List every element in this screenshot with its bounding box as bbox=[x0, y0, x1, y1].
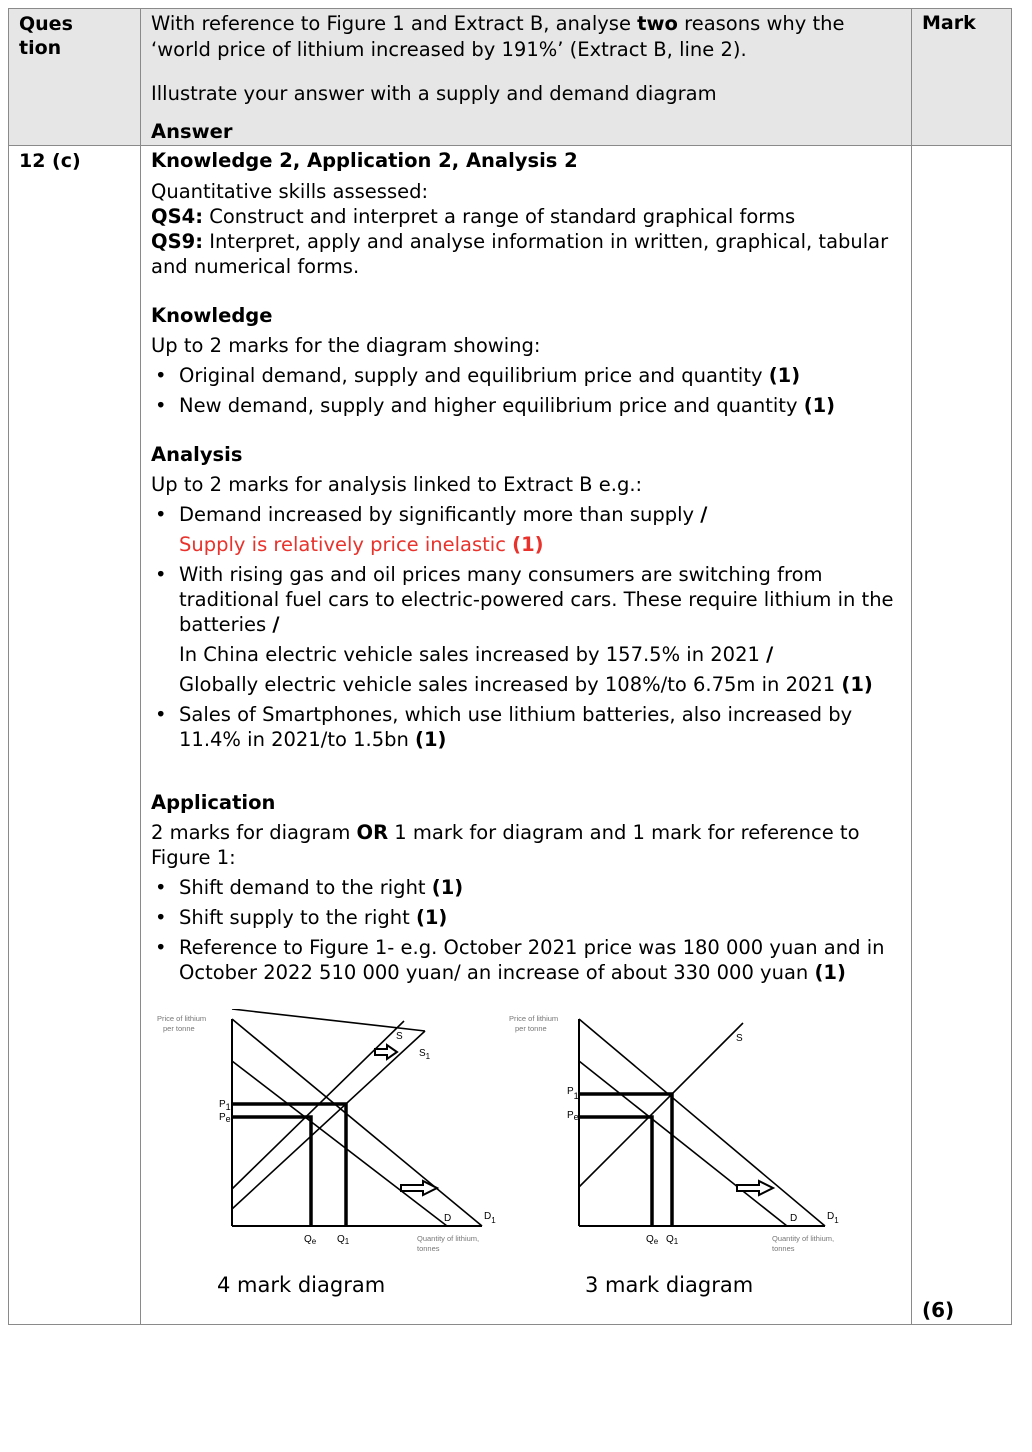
demand-curve-d1 bbox=[579, 1019, 825, 1226]
header-row bbox=[9, 9, 1012, 146]
list-item: • Original demand, supply and equilibrium price and quantity (1) bbox=[151, 363, 901, 388]
list-item: • With rising gas and oil prices many consumers are switching from traditional fuel cars to electric-powered cars. These require lithium in the batteries / In China electric vehicle sales increased by 157.5% in 2021 / Globally electric vehicle sales increased by 108%/to 6.75m in 2021 (1) bbox=[151, 562, 901, 697]
question-header-cell bbox=[9, 9, 141, 146]
demand-curve-d1 bbox=[232, 1019, 482, 1226]
marks-breakdown: Knowledge 2, Application 2, Analysis 2 bbox=[151, 149, 578, 172]
label-q1: $Q_1$ bbox=[337, 1234, 350, 1246]
new-equilibrium-lines bbox=[579, 1094, 672, 1226]
application-list bbox=[151, 875, 901, 985]
answer-cell bbox=[141, 146, 912, 1325]
label-qe: $Q_e$ bbox=[646, 1234, 659, 1246]
analysis-intro: Up to 2 marks for analysis linked to Extract B e.g.: bbox=[151, 473, 643, 496]
x-axis-label: tonnes bbox=[417, 1244, 440, 1253]
y-axis-label: Price of lithium bbox=[157, 1014, 207, 1023]
list-item: • New demand, supply and higher equilibrium price and quantity (1) bbox=[151, 393, 901, 418]
question-number-cell bbox=[9, 146, 141, 1325]
x-axis-label: tonnes bbox=[772, 1244, 795, 1253]
qs4-line: QS4: Construct and interpret a range of standard graphical forms bbox=[151, 205, 796, 228]
label-d1: $D_1$ bbox=[827, 1211, 839, 1225]
label-s: S bbox=[396, 1031, 403, 1042]
answer-heading: Answer bbox=[151, 120, 233, 143]
diagrams-area bbox=[151, 1009, 901, 1324]
new-equilibrium-lines bbox=[232, 1104, 346, 1226]
four-mark-diagram bbox=[149, 1009, 509, 1269]
three-mark-diagram bbox=[507, 1009, 867, 1269]
demand-shift-arrow-icon bbox=[401, 1181, 437, 1195]
supply-curve-s1-line bbox=[232, 1031, 425, 1209]
list-item: • Demand increased by significantly more than supply / Supply is relatively price inelastic (1) bbox=[151, 502, 901, 557]
analysis-list bbox=[151, 502, 901, 752]
x-axis-label: Quantity of lithium, bbox=[417, 1234, 480, 1243]
label-p1: P1 bbox=[567, 1086, 579, 1101]
highlighted-answer: Supply is relatively price inelastic (1) bbox=[179, 533, 544, 556]
x-axis-label: Quantity of lithium, bbox=[772, 1234, 835, 1243]
qs9-line: QS9: Interpret, apply and analyse information in written, graphical, tabular and numerical forms. bbox=[151, 230, 889, 278]
total-mark: (6) bbox=[922, 1298, 955, 1322]
demand-curve-d bbox=[232, 1061, 447, 1226]
knowledge-heading: Knowledge bbox=[151, 304, 273, 327]
label-d1: $D_1$ bbox=[484, 1211, 496, 1225]
label-d: D bbox=[790, 1213, 798, 1224]
three-mark-caption: 3 mark diagram bbox=[585, 1273, 754, 1297]
question-text: With reference to Figure 1 and Extract B, analyse two reasons why the ‘world price of lithium increased by 191%’ (Extract B, line 2). bbox=[151, 12, 845, 61]
label-p1: P1 bbox=[219, 1099, 231, 1112]
total-mark-cell bbox=[912, 146, 1012, 1325]
demand-shift-arrow-icon bbox=[737, 1181, 773, 1195]
label-pe: Pe bbox=[219, 1112, 231, 1124]
knowledge-intro: Up to 2 marks for the diagram showing: bbox=[151, 334, 541, 357]
list-item: • Reference to Figure 1- e.g. October 2021 price was 180 000 yuan and in October 2022 510 000 yuan/ an increase of about 330 000 yuan (1) bbox=[151, 935, 901, 985]
demand-curve-d bbox=[579, 1061, 787, 1226]
y-axis-label: per tonne bbox=[163, 1024, 195, 1033]
question-instruction: Illustrate your answer with a supply and demand diagram bbox=[151, 82, 717, 105]
analysis-heading: Analysis bbox=[151, 443, 243, 466]
mark-scheme-table bbox=[8, 8, 1012, 1325]
application-intro: 2 marks for diagram OR 1 mark for diagram and 1 mark for reference to Figure 1: bbox=[151, 821, 860, 869]
question-number: 12 (c) bbox=[19, 150, 81, 172]
list-item: • Sales of Smartphones, which use lithium batteries, also increased by 11.4% in 2021/to 1.5bn (1) bbox=[151, 702, 901, 752]
supply-curve-s bbox=[579, 1023, 743, 1187]
original-equilibrium-lines bbox=[579, 1117, 652, 1226]
answer-row bbox=[9, 146, 1012, 1325]
label-s: S bbox=[736, 1033, 743, 1044]
label-qe: $Q_e$ bbox=[304, 1234, 317, 1246]
y-axis-label: Price of lithium bbox=[509, 1014, 559, 1023]
mark-header-label: Mark bbox=[922, 12, 976, 34]
qs-intro: Quantitative skills assessed: bbox=[151, 180, 429, 203]
supply-curve-s1 bbox=[232, 1009, 425, 1031]
question-header-label: Ques tion bbox=[19, 13, 73, 59]
four-mark-caption: 4 mark diagram bbox=[217, 1273, 386, 1297]
list-item: • Shift demand to the right (1) bbox=[151, 875, 901, 900]
mark-header-cell bbox=[912, 9, 1012, 146]
label-s1: $S_1$ bbox=[419, 1048, 431, 1061]
list-item: • Shift supply to the right (1) bbox=[151, 905, 901, 930]
y-axis-label: per tonne bbox=[515, 1024, 547, 1033]
label-d: D bbox=[444, 1213, 452, 1224]
application-heading: Application bbox=[151, 791, 276, 814]
label-q1: $Q_1$ bbox=[666, 1234, 679, 1246]
label-pe: Pe bbox=[567, 1110, 579, 1122]
knowledge-list bbox=[151, 363, 901, 418]
question-text-cell bbox=[141, 9, 912, 146]
